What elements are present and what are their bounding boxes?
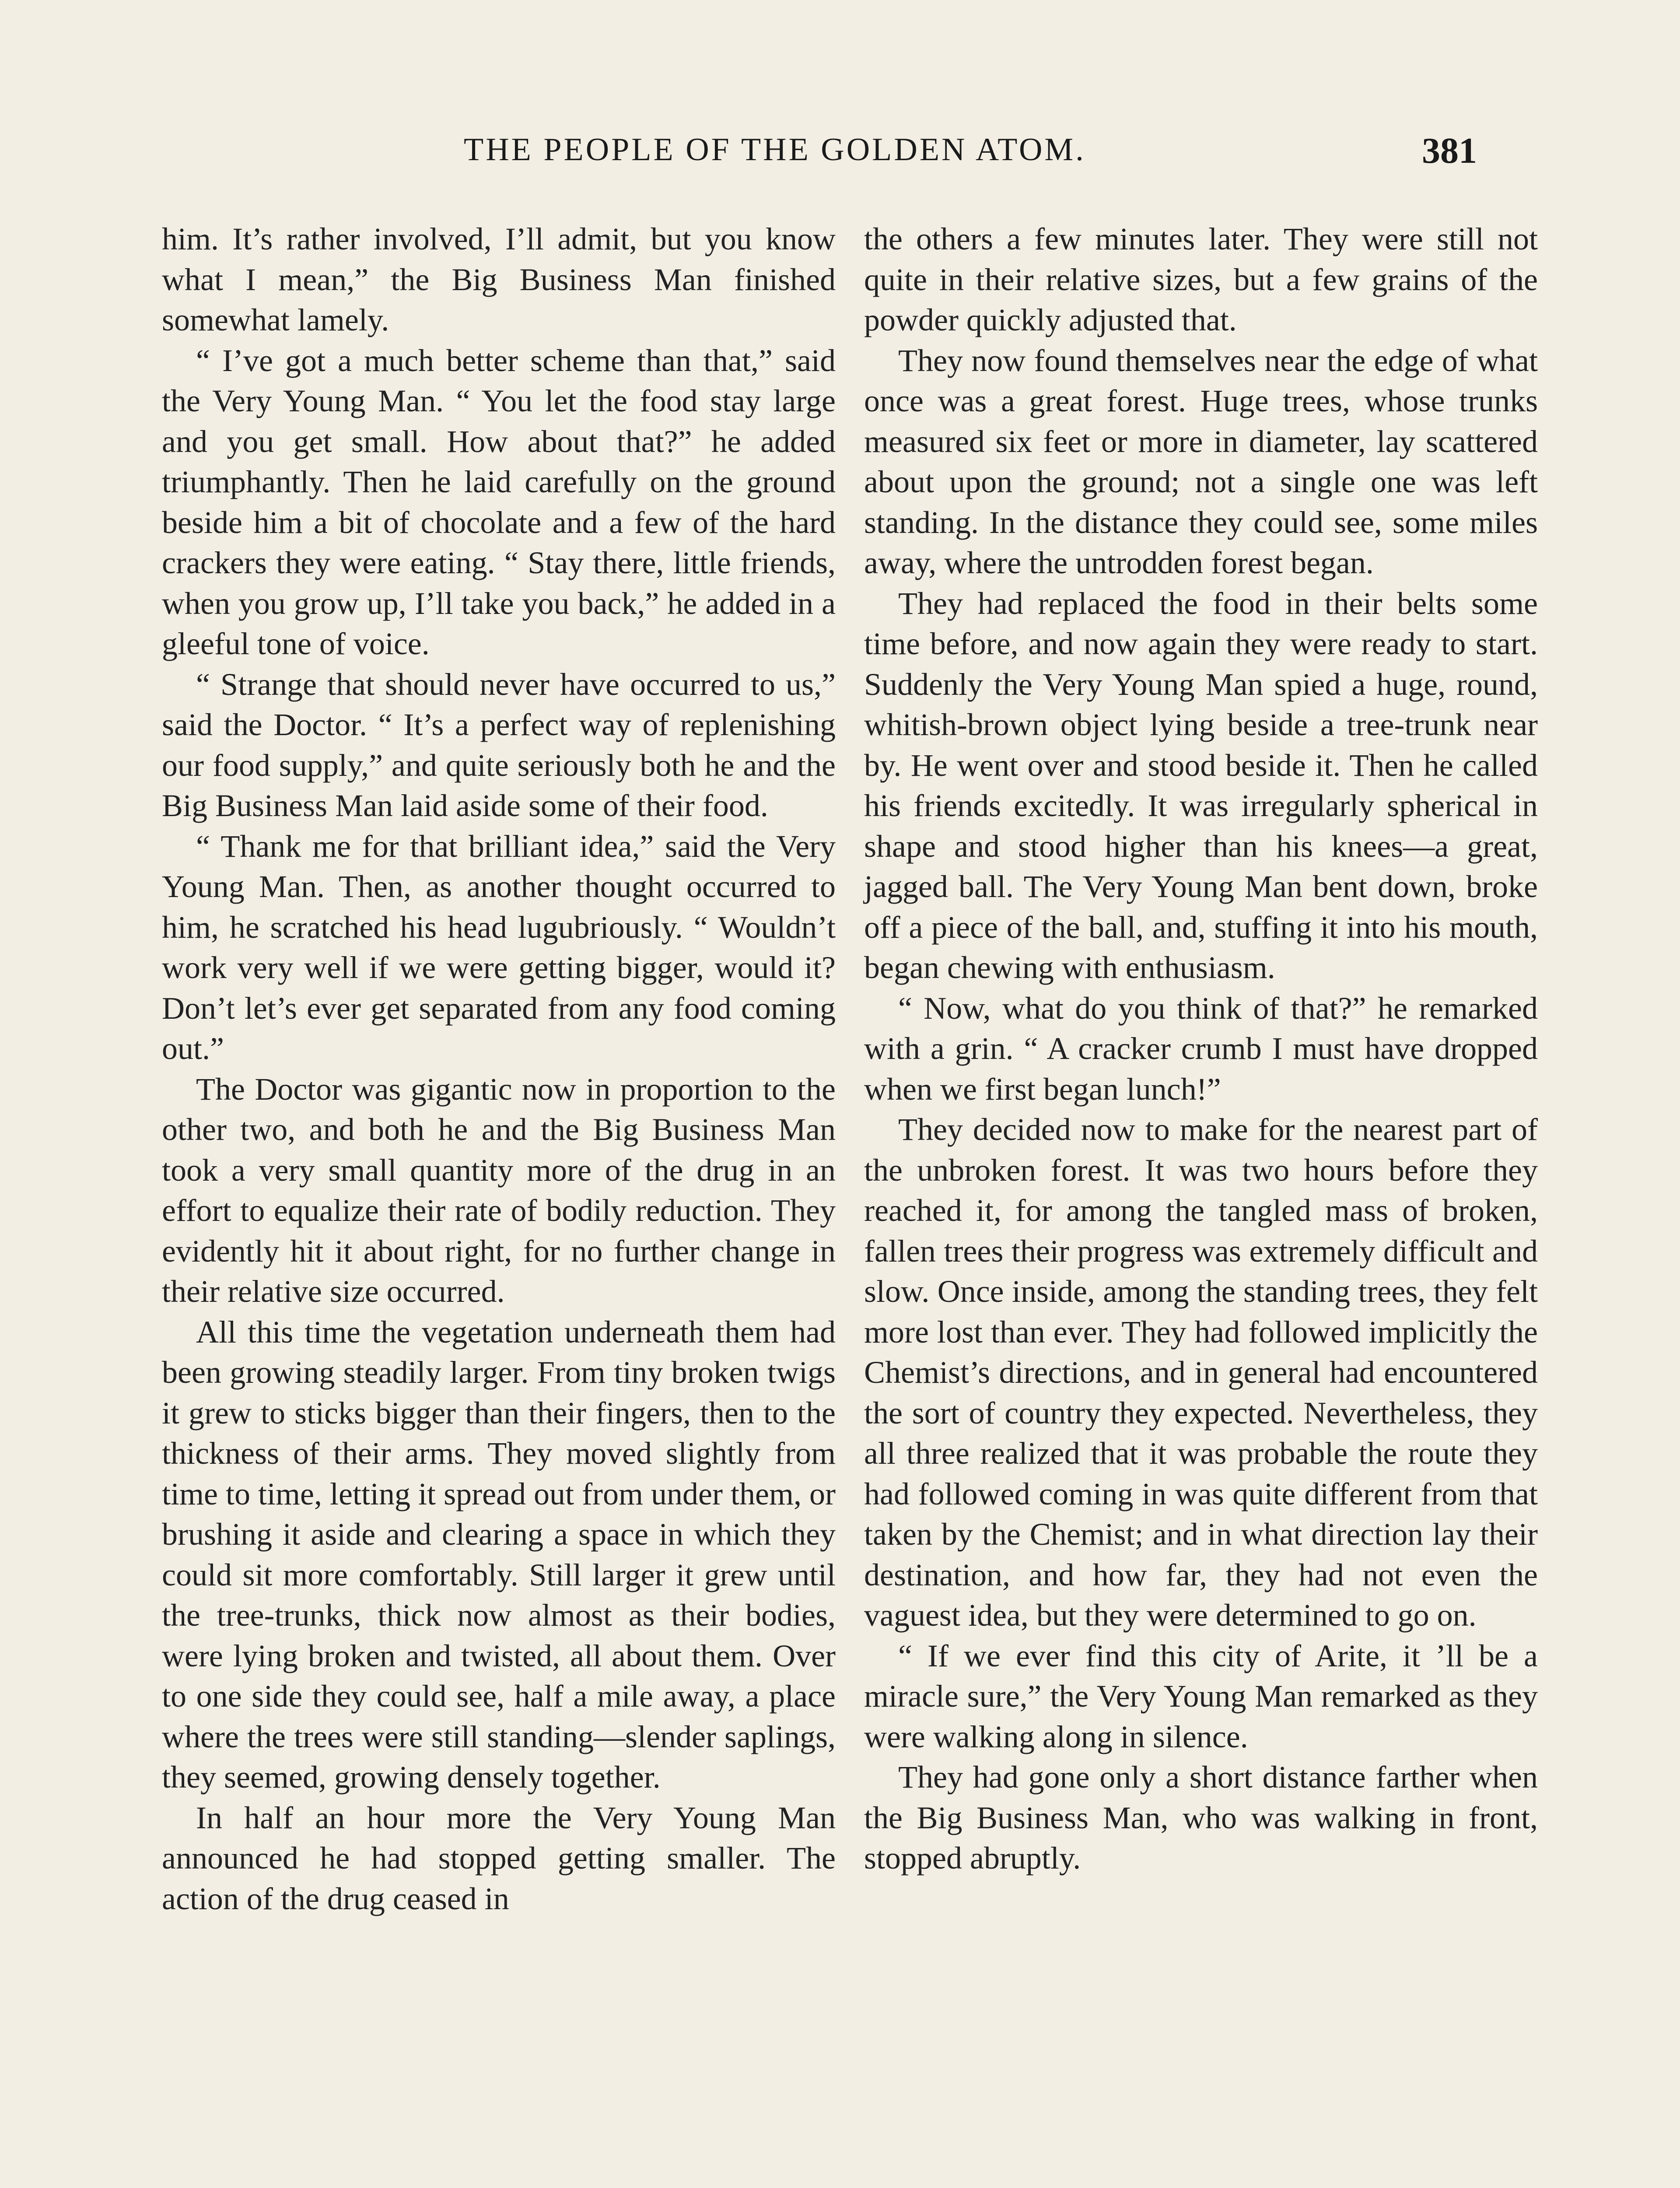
- paragraph: “ If we ever find this city of Arite, it ’ll be a miracle sure,” the Very Young Man remarked as they were walking along in silence.: [864, 1638, 1538, 1754]
- paragraph: “ Thank me for that brilliant idea,” said the Very Young Man. Then, as another thought occurred to him, he scratched his head lugubriously. “ Wouldn’t work very well if we were getting bigger, would it? Don’t let’s ever get separated from any food coming out.”: [162, 828, 836, 1066]
- right-column: [864, 219, 1538, 1879]
- running-title: THE PEOPLE OF THE GOLDEN ATOM.: [464, 132, 1086, 168]
- paragraph: All this time the vegetation underneath them had been growing steadily larger. From tiny broken twigs it grew to sticks bigger than their fingers, then to the thickness of their arms. They moved slightly from time to time, letting it spread out from under them, or brushing it aside and clearing a space in which they could sit more comfortably. Still larger it grew until the tree-trunks, thick now almost as their bodies, were lying broken and twisted, all about them. Over to one side they could see, half a mile away, a place where the trees were still standing—slender saplings, they seemed, growing densely together.: [162, 1314, 836, 1795]
- paragraph: They had gone only a short distance farther when the Big Business Man, who was walking in front, stopped abruptly.: [864, 1760, 1538, 1876]
- paragraph: In half an hour more the Very Young Man announced he had stopped getting smaller. The action of the drug ceased in: [162, 1800, 836, 1916]
- paragraph: The Doctor was gigantic now in proportion to the other two, and both he and the Big Business Man took a very small quantity more of the drug in an effort to equalize their rate of bodily reduction. They evidently hit it about right, for no further change in their relative size occurred.: [162, 1071, 836, 1309]
- paragraph: “ I’ve got a much better scheme than that,” said the Very Young Man. “ You let the food stay large and you get small. How about that?” he added triumphantly. Then he laid carefully on the ground beside him a bit of chocolate and a few of the hard crackers they were eating. “ Stay there, little friends, when you grow up, I’ll take you back,” he added in a gleeful tone of voice.: [162, 343, 836, 661]
- paragraph: They now found themselves near the edge of what once was a great forest. Huge trees, whose trunks measured six feet or more in diameter, lay scattered about upon the ground; not a single one was left standing. In the distance they could see, some miles away, where the untrodden forest began.: [864, 343, 1538, 580]
- paragraph: They decided now to make for the nearest part of the unbroken forest. It was two hours before they reached it, for among the tangled mass of broken, fallen trees their progress was extremely difficult and slow. Once inside, among the standing trees, they felt more lost than ever. They had followed implicitly the Chemist’s directions, and in general had encountered the sort of country they expected. Nevertheless, they all three realized that it was probable the route they had followed coming in was quite different from that taken by the Chemist; and in what direction lay their destination, and how far, they had not even the vaguest idea, but they were determined to go on.: [864, 1112, 1538, 1633]
- paragraph: “ Now, what do you think of that?” he remarked with a grin. “ A cracker crumb I must have dropped when we first began lunch!”: [864, 990, 1538, 1107]
- paragraph: “ Strange that should never have occurred to us,” said the Doctor. “ It’s a perfect way of replenishing our food supply,” and quite seriously both he and the Big Business Man laid aside some of their food.: [162, 666, 836, 823]
- paragraph: him. It’s rather involved, I’ll admit, but you know what I mean,” the Big Business Man finished somewhat lamely.: [162, 221, 836, 337]
- left-column: [162, 219, 836, 1919]
- paragraph: the others a few minutes later. They were still not quite in their relative sizes, but a few grains of the powder quickly adjusted that.: [864, 221, 1538, 337]
- page-number: 381: [1422, 130, 1477, 171]
- paragraph: They had replaced the food in their belts some time before, and now again they were ready to start. Suddenly the Very Young Man spied a huge, round, whitish-brown object lying beside a tree-trunk near by. He went over and stood beside it. Then he called his friends excitedly. It was irregularly spherical in shape and stood higher than his knees—a great, jagged ball. The Very Young Man bent down, broke off a piece of the ball, and, stuffing it into his mouth, began chewing with enthusiasm.: [864, 586, 1538, 985]
